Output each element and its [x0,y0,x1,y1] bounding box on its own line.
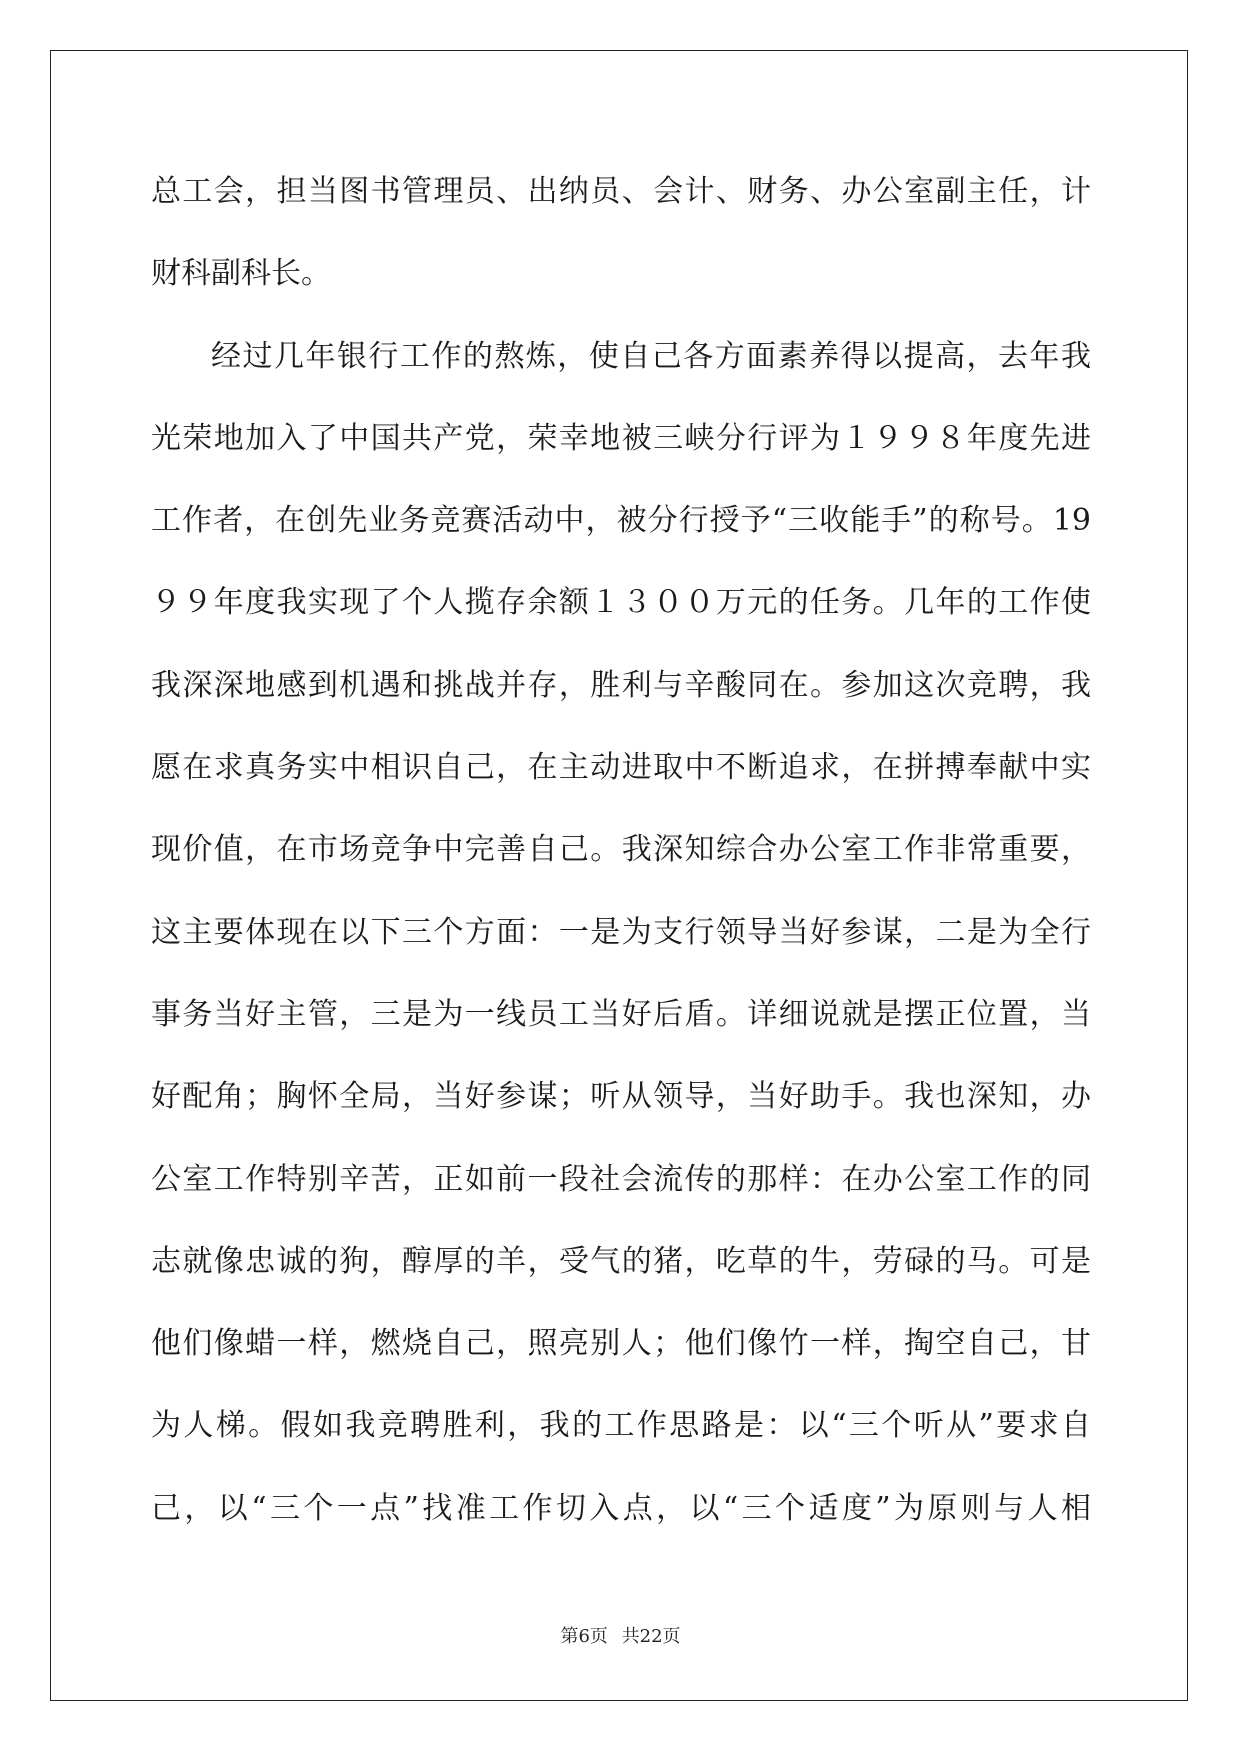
total-pages: 共22页 [621,1626,681,1647]
text-line: 志就像忠诚的狗，醇厚的羊，受气的猪，吃草的牛，劳碌的马。可是 [151,1243,1091,1279]
text-line: 己，以“三个一点”找准工作切入点，以“三个适度”为原则与人相 [151,1490,1091,1526]
text-line: 为人梯。假如我竞聘胜利，我的工作思路是：以“三个听从”要求自 [151,1408,1091,1444]
text-line: 工作者，在创先业务竞赛活动中，被分行授予“三收能手”的称号。19 [151,503,1091,539]
text-line: 光荣地加入了中国共产党，荣幸地被三峡分行评为１９９８年度先进 [151,420,1091,456]
document-body [151,157,1091,1556]
text-line: 经过几年银行工作的熬炼，使自己各方面素养得以提高，去年我 [211,338,1091,374]
text-line: 总工会，担当图书管理员、出纳员、会计、财务、办公室副主任，计 [151,174,1091,209]
text-line: ９９年度我实现了个人揽存余额１３００万元的任务。几年的工作使 [151,585,1091,621]
text-line: 公室工作特别辛苦，正如前一段社会流传的那样：在办公室工作的同 [151,1161,1091,1197]
text-line: 愿在求真务实中相识自己，在主动进取中不断追求，在拼搏奉献中实 [151,750,1091,786]
text-line: 好配角；胸怀全局，当好参谋；听从领导，当好助手。我也深知，办 [151,1079,1091,1115]
text-line: 我深深地感到机遇和挑战并存，胜利与辛酸同在。参加这次竞聘，我 [151,667,1091,703]
text-line: 这主要体现在以下三个方面：一是为支行领导当好参谋，二是为全行 [151,914,1091,950]
text-line: 现价值，在市场竞争中完善自己。我深知综合办公室工作非常重要， [151,832,1091,868]
text-line: 他们像蜡一样，燃烧自己，照亮别人；他们像竹一样，掏空自己，甘 [151,1326,1091,1362]
text-line: 财科副科长。 [151,256,331,292]
page-footer [0,1622,1241,1648]
page-number: 第6页 [560,1626,608,1647]
text-line: 事务当好主管，三是为一线员工当好后盾。详细说就是摆正位置，当 [151,996,1091,1032]
